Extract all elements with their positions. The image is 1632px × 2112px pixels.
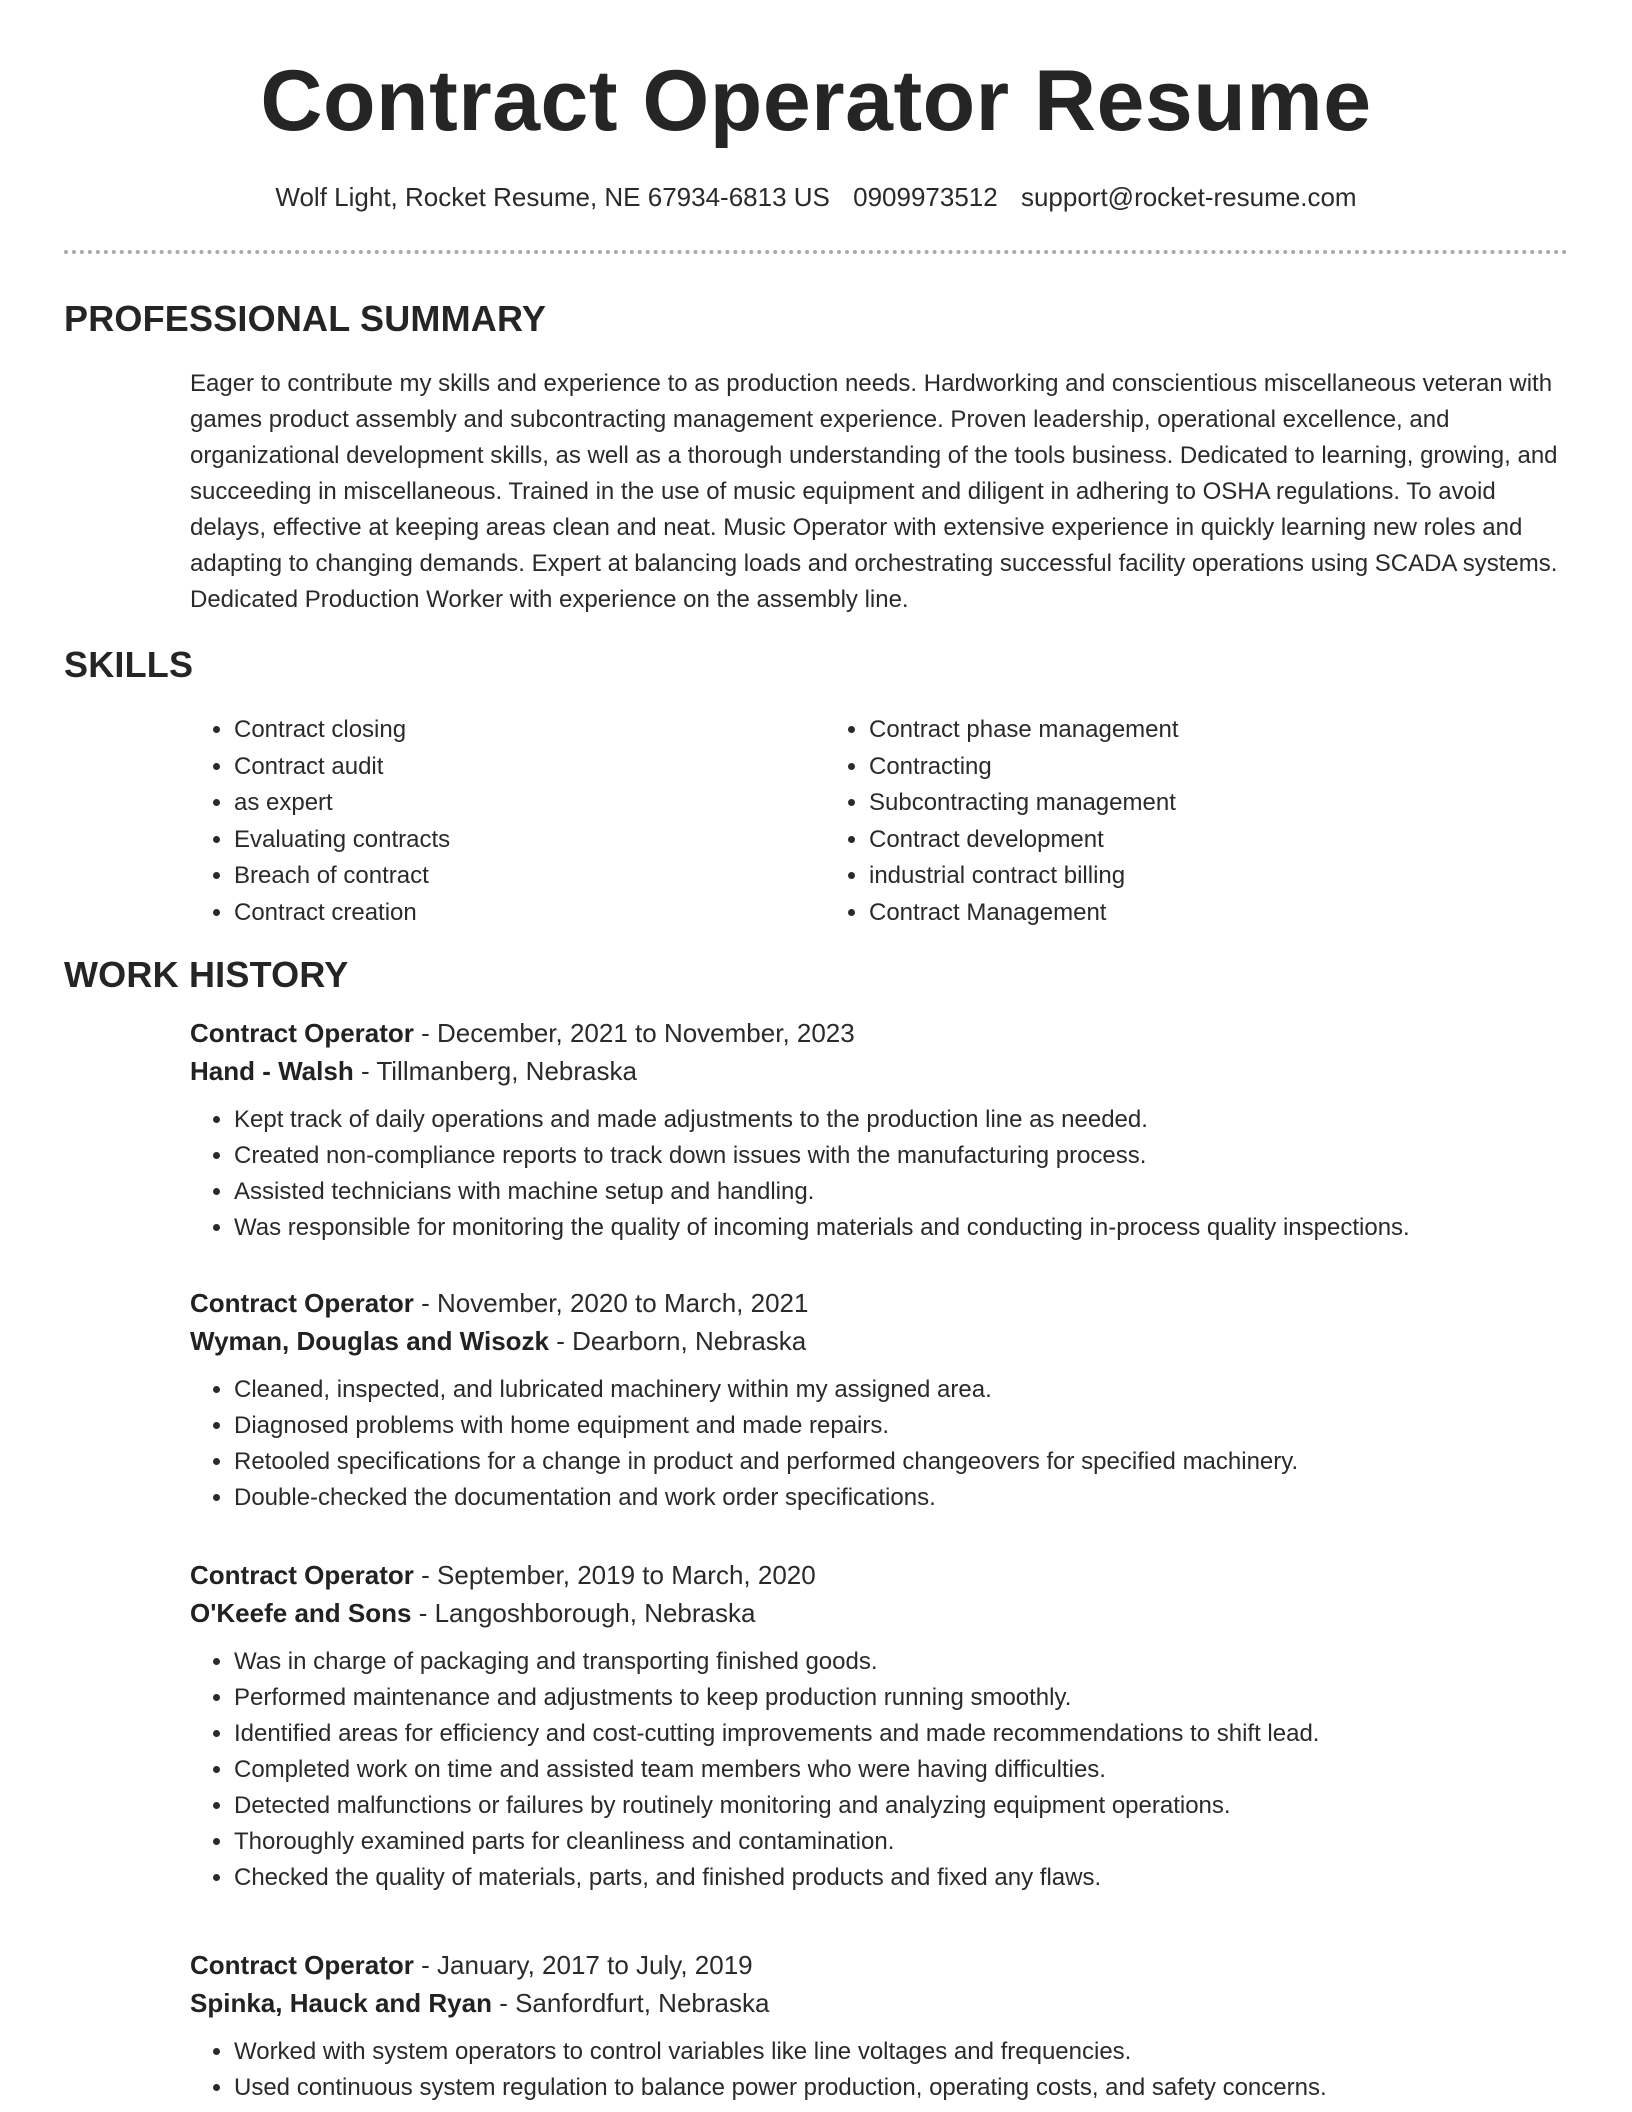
job-dates: - September, 2019 to March, 2020 bbox=[413, 1560, 816, 1590]
job-dates: - December, 2021 to November, 2023 bbox=[413, 1018, 855, 1048]
skill-item: • Contract phase management bbox=[869, 712, 1179, 749]
job-entry bbox=[190, 1946, 1568, 2106]
job-title: Contract Operator bbox=[190, 1950, 414, 1980]
job-company: O'Keefe and Sons bbox=[190, 1598, 412, 1628]
job-bullet: • Retooled specifications for a change in product and performed changeovers for specified machinery. bbox=[234, 1444, 1568, 1480]
job-bullet: • Double-checked the documentation and work order specifications. bbox=[234, 1480, 1568, 1516]
job-bullet: • Was in charge of packaging and transporting finished goods. bbox=[234, 1644, 1568, 1680]
job-dates: - January, 2017 to July, 2019 bbox=[413, 1950, 753, 1980]
skill-item: • Contract Management bbox=[869, 895, 1179, 932]
skill-item: • Evaluating contracts bbox=[234, 822, 825, 859]
job-location: - Tillmanberg, Nebraska bbox=[353, 1056, 637, 1086]
job-bullet: • Created non-compliance reports to track down issues with the manufacturing process. bbox=[234, 1138, 1568, 1174]
job-bullet: • Performed maintenance and adjustments to keep production running smoothly. bbox=[234, 1680, 1568, 1716]
job-bullet: • Assisted technicians with machine setup and handling. bbox=[234, 1174, 1568, 1210]
skill-item: • Subcontracting management bbox=[869, 785, 1179, 822]
skills-column-left bbox=[190, 712, 825, 931]
job-location: - Langoshborough, Nebraska bbox=[411, 1598, 756, 1628]
job-location: - Dearborn, Nebraska bbox=[549, 1326, 807, 1356]
job-title-line bbox=[190, 1946, 1568, 1984]
contact-address: Wolf Light, Rocket Resume, NE 67934-6813 US bbox=[275, 182, 830, 212]
job-company: Hand - Walsh bbox=[190, 1056, 354, 1086]
skill-item: • Contract development bbox=[869, 822, 1179, 859]
job-bullet: • Cleaned, inspected, and lubricated machinery within my assigned area. bbox=[234, 1372, 1568, 1408]
job-bullets bbox=[190, 1644, 1568, 1896]
job-company: Wyman, Douglas and Wisozk bbox=[190, 1326, 550, 1356]
contact-phone: 0909973512 bbox=[853, 182, 998, 212]
skill-item: • Breach of contract bbox=[234, 858, 825, 895]
skill-item: • Contracting bbox=[869, 749, 1179, 786]
job-entry bbox=[190, 1284, 1568, 1516]
job-company-line bbox=[190, 1984, 1568, 2022]
job-title-line bbox=[190, 1284, 1568, 1322]
job-bullet: • Kept track of daily operations and made adjustments to the production line as needed. bbox=[234, 1102, 1568, 1138]
skills-list bbox=[190, 712, 1568, 931]
job-entry bbox=[190, 1556, 1568, 1896]
job-bullet: • Worked with system operators to control variables like line voltages and frequencies. bbox=[234, 2034, 1568, 2070]
job-company: Spinka, Hauck and Ryan bbox=[190, 1988, 492, 2018]
job-bullet: • Diagnosed problems with home equipment and made repairs. bbox=[234, 1408, 1568, 1444]
job-location: - Sanfordfurt, Nebraska bbox=[491, 1988, 770, 2018]
job-title: Contract Operator bbox=[190, 1288, 414, 1318]
job-bullets bbox=[190, 1372, 1568, 1516]
skill-item: • as expert bbox=[234, 785, 825, 822]
job-bullet: • Detected malfunctions or failures by routinely monitoring and analyzing equipment operations. bbox=[234, 1788, 1568, 1824]
job-company-line bbox=[190, 1594, 1568, 1632]
work-history-heading: WORK HISTORY bbox=[64, 954, 349, 995]
job-bullet: • Thoroughly examined parts for cleanliness and contamination. bbox=[234, 1824, 1568, 1860]
summary-text: Eager to contribute my skills and experience to as production needs. Hardworking and conscientious miscellaneous veteran with games product assembly and subcontracting management experience. Proven leadership, operational excellence, and organizational development skills, as well as a thorough understanding of the tools business. Dedicated to learning, growing, and succeeding in miscellaneous. Trained in the use of music equipment and diligent in adhering to OSHA regulations. To avoid delays, effective at keeping areas clean and neat. Music Operator with extensive experience in quickly learning new roles and adapting to changing demands. Expert at balancing loads and orchestrating successful facility operations using SCADA systems. Dedicated Production Worker with experience on the assembly line. bbox=[190, 370, 1558, 613]
skills-column-right bbox=[825, 712, 1179, 931]
job-company-line bbox=[190, 1052, 1568, 1090]
contact-email: support@rocket-resume.com bbox=[1020, 182, 1357, 212]
job-company-line bbox=[190, 1322, 1568, 1360]
job-bullet: • Checked the quality of materials, parts, and finished products and fixed any flaws. bbox=[234, 1860, 1568, 1896]
job-dates: - November, 2020 to March, 2021 bbox=[413, 1288, 809, 1318]
job-bullets bbox=[190, 1102, 1568, 1246]
job-bullet: • Completed work on time and assisted team members who were having difficulties. bbox=[234, 1752, 1568, 1788]
job-bullet: • Used continuous system regulation to balance power production, operating costs, and safety concerns. bbox=[234, 2070, 1568, 2106]
skill-item: • industrial contract billing bbox=[869, 858, 1179, 895]
skills-heading: SKILLS bbox=[64, 644, 194, 685]
job-entry bbox=[190, 1014, 1568, 1246]
job-title: Contract Operator bbox=[190, 1018, 414, 1048]
summary-heading: PROFESSIONAL SUMMARY bbox=[64, 298, 547, 339]
skill-item: • Contract audit bbox=[234, 749, 825, 786]
job-bullet: • Identified areas for efficiency and cost-cutting improvements and made recommendations to shift lead. bbox=[234, 1716, 1568, 1752]
skill-item: • Contract creation bbox=[234, 895, 825, 932]
job-title-line bbox=[190, 1014, 1568, 1052]
job-title-line bbox=[190, 1556, 1568, 1594]
contact-line bbox=[0, 182, 1632, 213]
resume-title: Contract Operator Resume bbox=[260, 53, 1372, 149]
skill-item: • Contract closing bbox=[234, 712, 825, 749]
header-divider bbox=[64, 250, 1568, 254]
job-bullet: • Was responsible for monitoring the quality of incoming materials and conducting in-process quality inspections. bbox=[234, 1210, 1568, 1246]
job-title: Contract Operator bbox=[190, 1560, 414, 1590]
job-bullets bbox=[190, 2034, 1568, 2106]
